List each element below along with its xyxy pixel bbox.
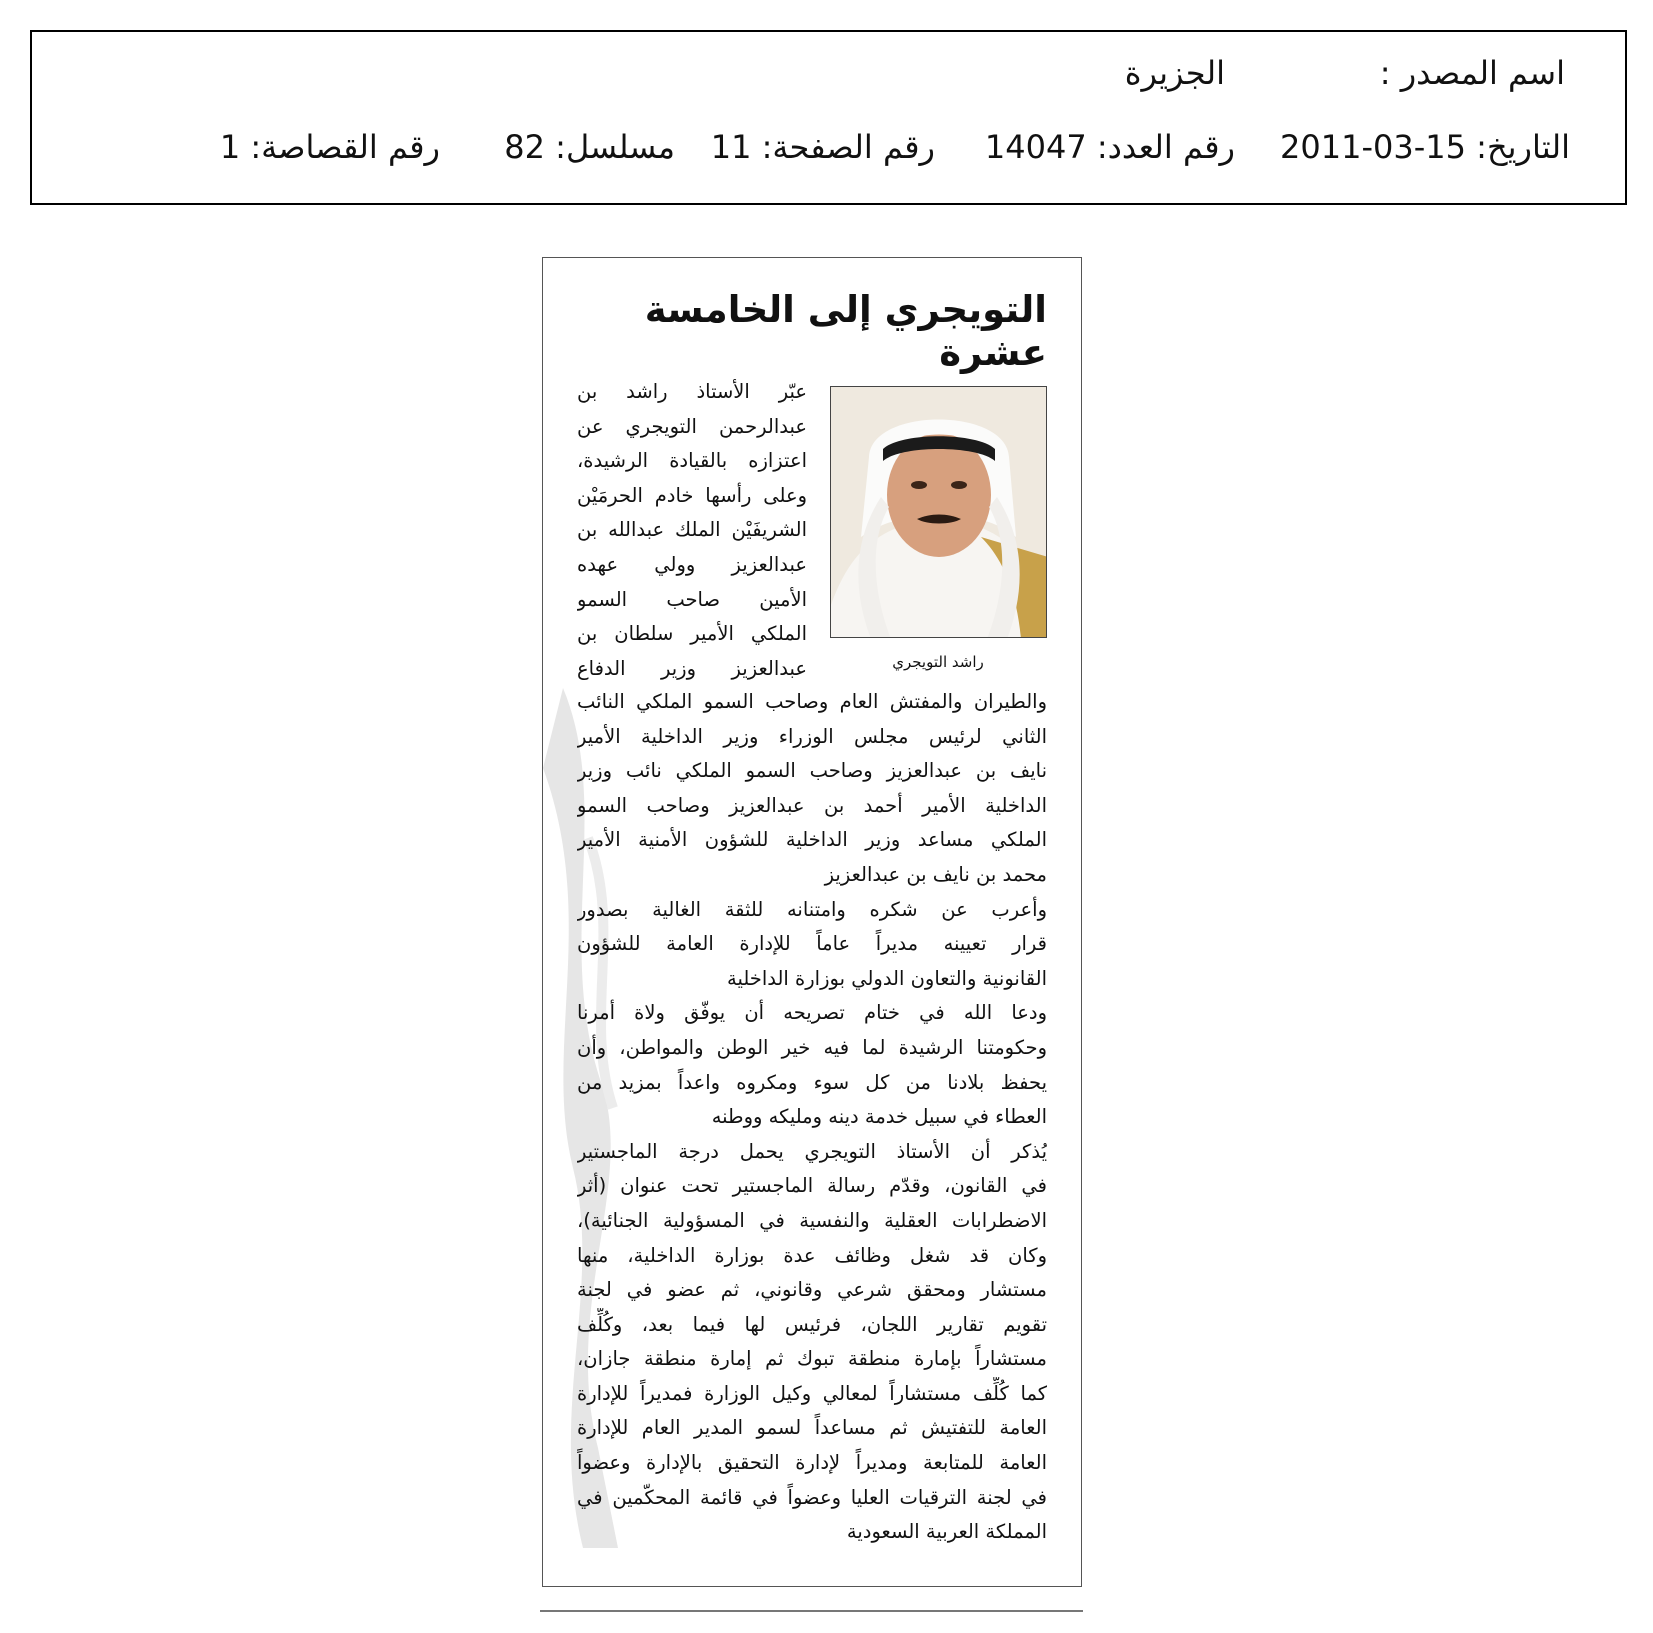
serial-field: مسلسل: 82 [504,128,675,166]
photo-caption: راشد التويجري [892,653,984,671]
body-line: والطيران والمفتش العام وصاحب السمو الملكي النائب [577,690,1047,713]
body-line: العامة للتفتيش ثم مساعداً لسمو المدير العام للإدارة [577,1416,1047,1440]
source-value: الجزيرة [1124,54,1225,92]
article-body-wide [577,685,1047,1550]
body-line: محمد بن نايف بن عبدالعزيز [824,862,1047,886]
article-body-narrow [577,375,807,686]
body-line: الداخلية الأمير أحمد بن عبدالعزيز وصاحب السمو [577,793,1047,817]
body-line: في القانون، وقدّم رسالة الماجستير تحت عنوان (أثر [577,1174,1047,1198]
body-line: عبدالعزيز وزير الدفاع [577,656,807,680]
body-line: يحفظ بلادنا من كل سوء ومكروه واعداً بمزيد من [577,1070,1047,1094]
body-line: يُذكر أن الأستاذ التويجري يحمل درجة الماجستير [577,1139,1047,1163]
body-line: الملكي الأمير سلطان بن [577,622,807,646]
body-line: المملكة العربية السعودية [846,1520,1047,1544]
issue-details-row [32,128,1625,168]
article-headline: التويجري إلى الخامسة عشرة [644,288,1047,374]
body-line: قرار تعيينه مديراً عاماً للإدارة العامة للشؤون [577,932,1047,956]
source-row [32,54,1625,94]
body-line: العامة للمتابعة ومديراً لإدارة التحقيق بالإدارة وعضواً [577,1451,1047,1475]
body-line: في لجنة الترقيات العليا وعضواً في قائمة المحكّمين في [577,1485,1047,1509]
date-field: التاريخ: 15-03-2011 [1280,128,1570,166]
bottom-divider [540,1610,1083,1612]
body-line: عبّر الأستاذ راشد بن [577,380,807,403]
body-line: وعلى رأسها خادم الحرمَيْن [577,483,807,507]
portrait-illustration [831,387,1047,638]
clip-number-field: رقم القصاصة: 1 [219,128,440,166]
issue-number-field: رقم العدد: 14047 [984,128,1235,166]
body-line: الشريفَيْن الملك عبدالله بن [577,518,807,542]
body-line: عبدالعزيز وولي عهده [577,552,807,576]
body-line: نايف بن عبدالعزيز وصاحب السمو الملكي نائب وزير [577,759,1047,783]
body-line: العطاء في سبيل خدمة دينه ومليكه ووطنه [711,1105,1047,1129]
body-line: الثاني لرئيس مجلس الوزراء وزير الداخلية الأمير [577,724,1047,748]
source-label: اسم المصدر : [1379,54,1565,92]
body-line: وحكومتنا الرشيدة لما فيه خير الوطن والمواطن، وأن [577,1035,1047,1059]
body-line: وأعرب عن شكره وامتنانه للثقة الغالية بصدور [577,897,1047,921]
body-line: كما كُلِّف مستشاراً لمعالي وكيل الوزارة فمديراً للإدارة [577,1381,1047,1405]
body-line: اعتزازه بالقيادة الرشيدة، [577,449,807,473]
body-line: الملكي مساعد وزير الداخلية للشؤون الأمنية الأمير [577,828,1047,852]
body-line: مستشاراً بإمارة منطقة تبوك ثم إمارة منطقة جازان، [577,1347,1047,1371]
body-line: عبدالرحمن التويجري عن [577,414,807,438]
body-line: القانونية والتعاون الدولي بوزارة الداخلية [726,966,1047,990]
body-line: الأمين صاحب السمو [577,587,807,611]
page-number-field: رقم الصفحة: 11 [710,128,935,166]
body-line: وكان قد شغل وظائف عدة بوزارة الداخلية، منها [577,1243,1047,1267]
body-line: الاضطرابات العقلية والنفسية في المسؤولية الجنائية)، [577,1208,1047,1232]
body-line: تقويم تقارير اللجان، فرئيس لها فيما بعد، وكُلِّف [577,1312,1047,1336]
body-line: مستشار ومحقق شرعي وقانوني، ثم عضو في لجنة [577,1278,1047,1302]
newspaper-clipping [542,257,1082,1587]
portrait-photo [830,386,1047,638]
body-line: ودعا الله في ختام تصريحه أن يوفّق ولاة أمرنا [577,1001,1047,1025]
source-metadata-box [30,30,1627,205]
